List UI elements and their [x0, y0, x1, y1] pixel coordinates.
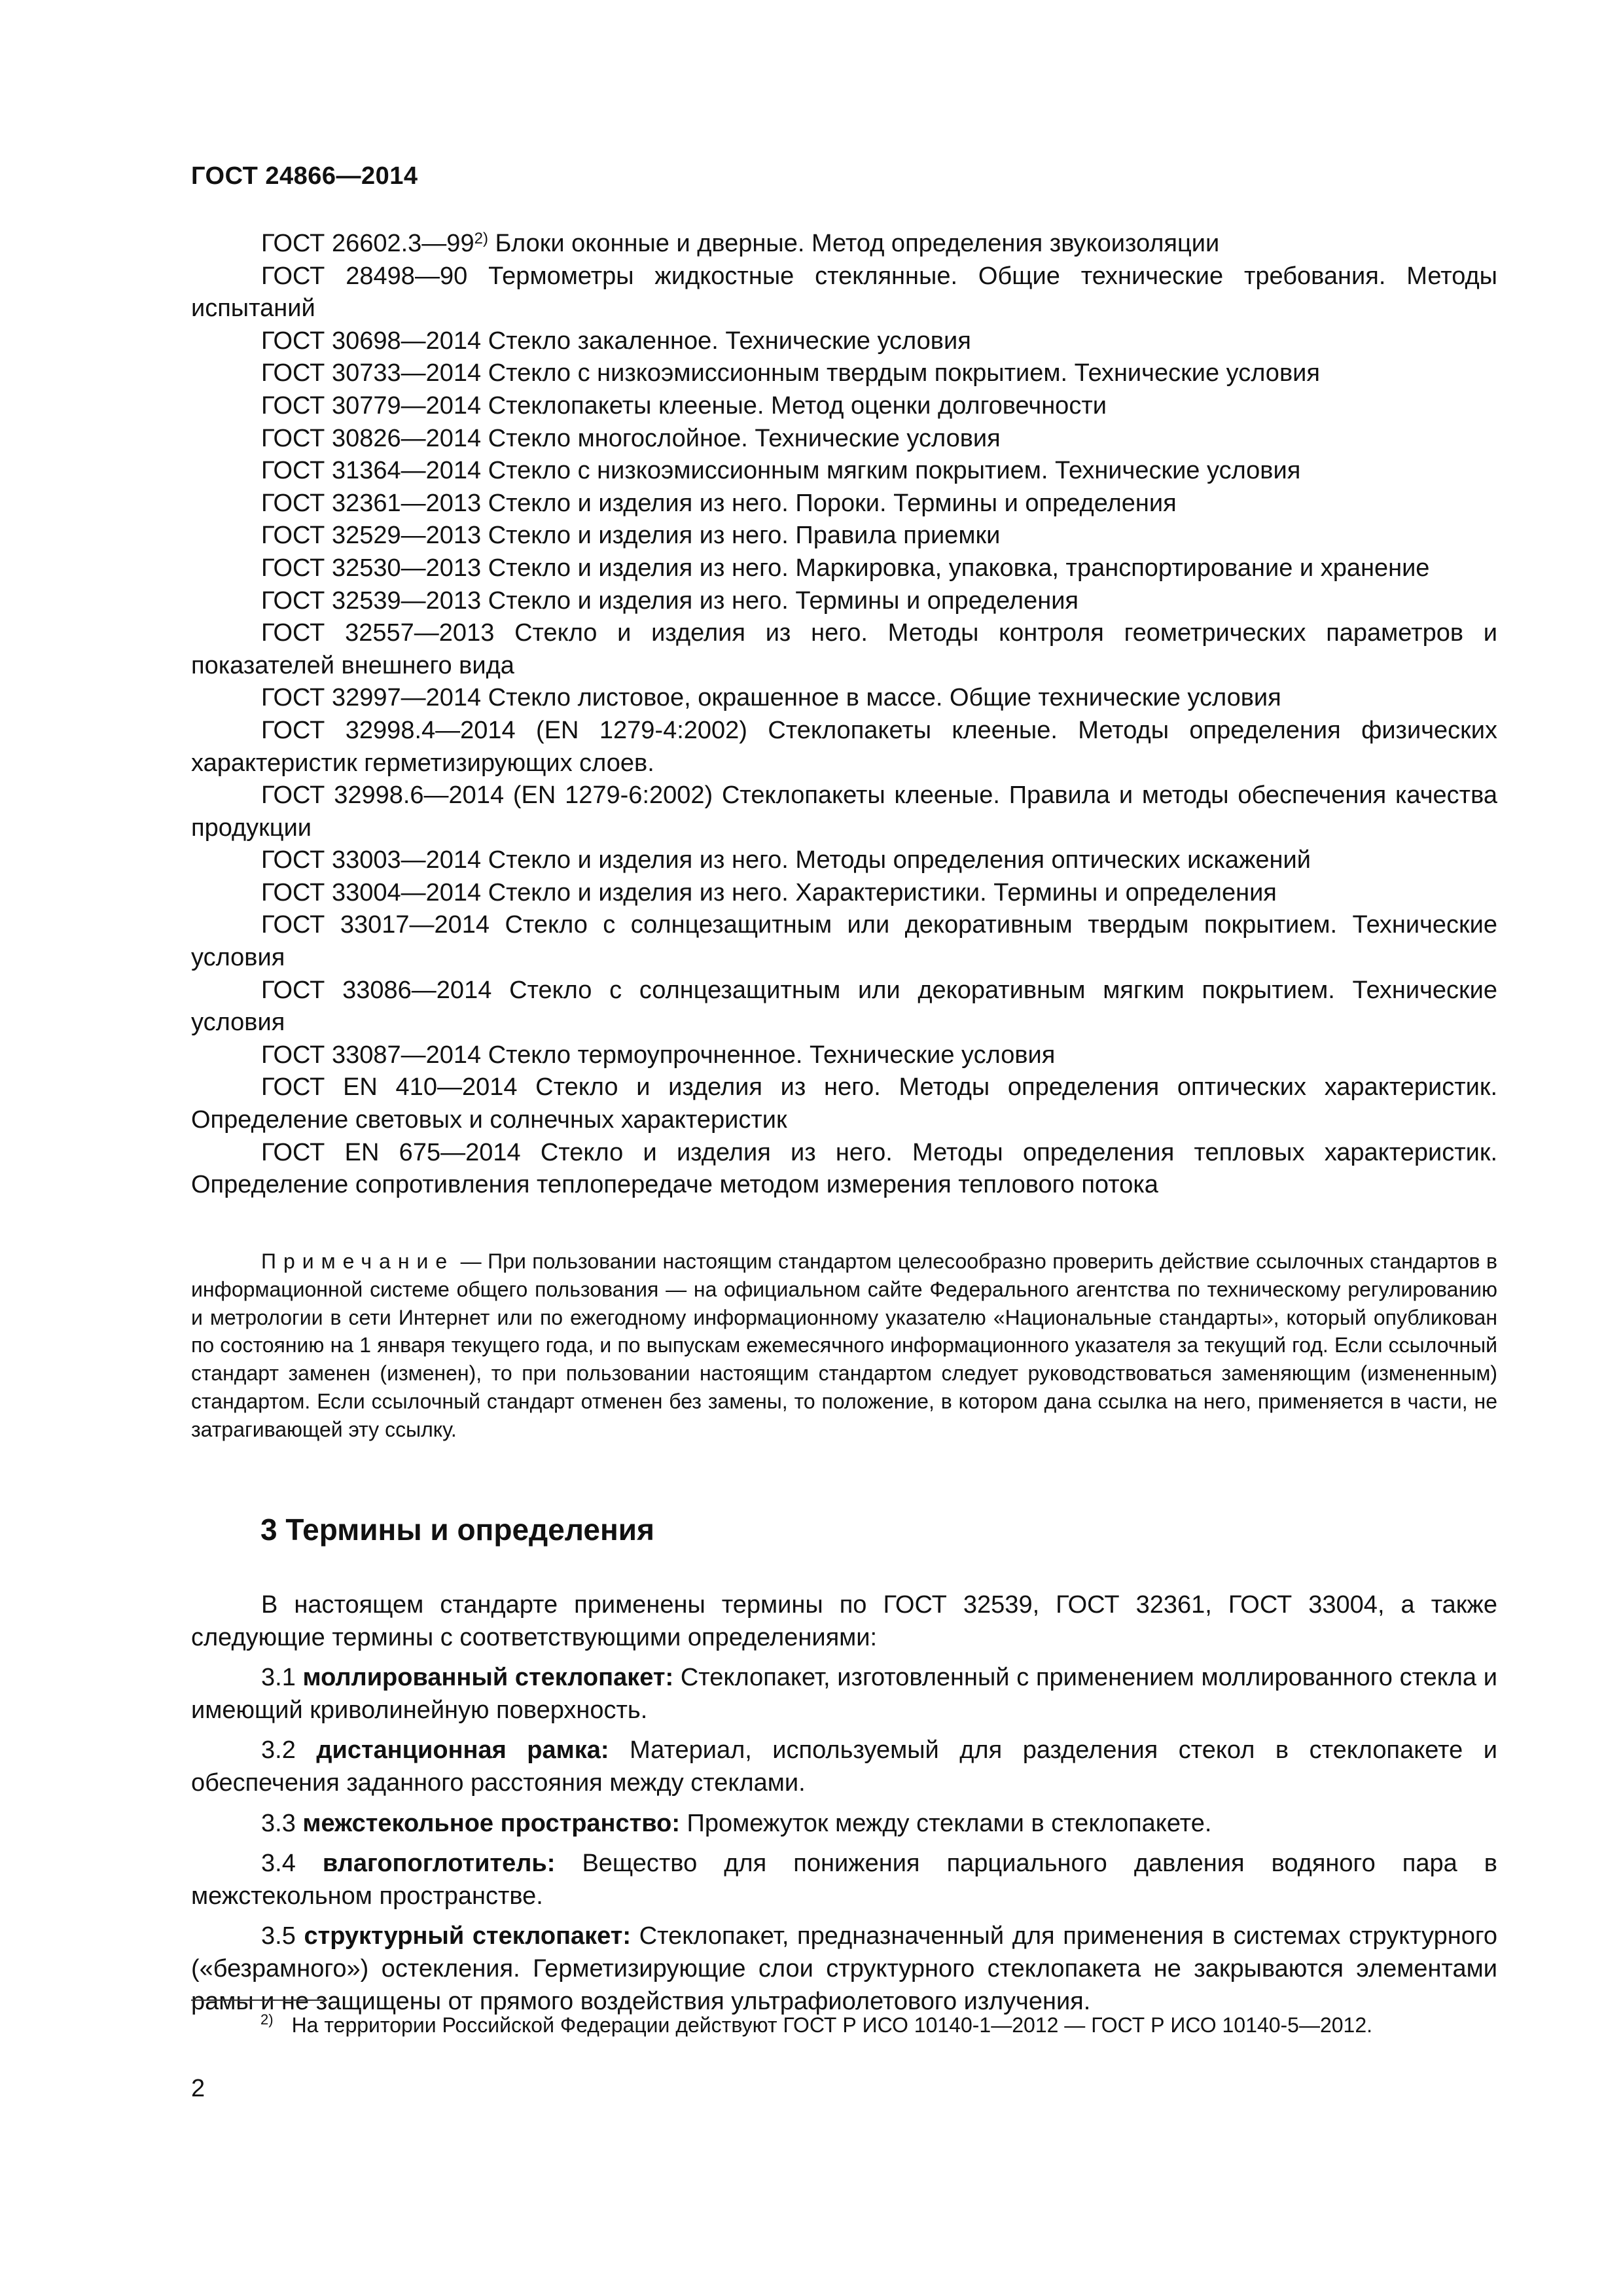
reference-code: ГОСТ 30826—2014 [261, 424, 482, 452]
reference-text: Стекло с солнцезащитным или декоративным твердым покрытием. Технические условия [191, 911, 1497, 972]
footnote-mark: 2) [260, 2011, 274, 2028]
reference-item [191, 715, 1497, 780]
reference-text: Стекло с солнцезащитным или декоративным мягким покрытием. Технические условия [191, 976, 1498, 1037]
reference-item [191, 585, 1497, 618]
reference-text: Стекло закаленное. Технические условия [481, 327, 971, 355]
term-definition: Стеклопакет, изготовленный с применением моллированного стекла и имеющий криволинейную поверхность. [191, 1664, 1498, 1724]
reference-code: ГОСТ 30779—2014 [261, 391, 482, 420]
reference-item [191, 1039, 1497, 1072]
term-item [191, 1734, 1497, 1799]
reference-item [191, 390, 1497, 423]
reference-text: Стекло и изделия из него. Правила приемки [481, 522, 1001, 550]
term-number: 3.2 [261, 1736, 317, 1765]
footnote-text: На территории Российской Федерации действуют ГОСТ Р ИСО 10140-1—2012 — ГОСТ Р ИСО 10140-5—2012. [291, 2013, 1373, 2037]
reference-code: ГОСТ 32557—2013 [261, 619, 495, 647]
term-name: моллированный стеклопакет: [302, 1664, 674, 1692]
reference-text: Стекло с низкоэмиссионным мягким покрытием. Технические условия [481, 457, 1301, 485]
terms-list [191, 1589, 1497, 2026]
term-item [191, 1920, 1497, 2018]
reference-text: Стекло многослойное. Технические условия [481, 424, 1001, 452]
term-number: 3.1 [261, 1664, 303, 1692]
reference-code: ГОСТ 30698—2014 [261, 327, 482, 355]
reference-text: Стекло и изделия из него. Методы контроля геометрических параметров и показателей внешнего вида [191, 619, 1497, 679]
reference-code: ГОСТ 26602.3—99 [261, 230, 474, 257]
term-definition: Стеклопакет, предназначенный для применения в системах структурного («безрамного») остекления. Герметизирующие слои структурного стеклопакета не закрываются элементами рамы и не защищены от прямого воздействия ультрафиолетового излучения. [191, 1922, 1497, 2015]
reference-item [191, 552, 1497, 585]
reference-code: ГОСТ 33086—2014 [261, 976, 492, 1004]
term-number: 3.5 [261, 1922, 304, 1950]
reference-item [191, 877, 1497, 910]
reference-item [191, 844, 1497, 877]
term-name: структурный стеклопакет: [304, 1922, 632, 1950]
term-name: влагопоглотитель: [322, 1850, 556, 1878]
reference-code: ГОСТ 32539—2013 [261, 586, 482, 615]
reference-code: ГОСТ 31364—2014 [261, 457, 482, 485]
reference-item [191, 520, 1497, 552]
term-number: 3.3 [261, 1809, 303, 1837]
reference-text: Стекло листовое, окрашенное в массе. Общие технические условия [481, 684, 1281, 712]
reference-item [191, 488, 1497, 520]
term-item [191, 1808, 1497, 1840]
reference-item [191, 617, 1497, 682]
reference-item [191, 780, 1497, 844]
term-item [191, 1662, 1497, 1727]
reference-code: ГОСТ 32998.4—2014 (EN 1279-4:2002) [261, 716, 747, 744]
reference-item [191, 1137, 1497, 1202]
term-definition: Промежуток между стеклами в стеклопакете. [679, 1809, 1212, 1837]
reference-code: ГОСТ 33017—2014 [261, 911, 490, 939]
note-block [191, 1247, 1497, 1444]
reference-text: Стеклопакеты клееные. Метод оценки долговечности [481, 391, 1107, 420]
reference-text: Стекло с низкоэмиссионным твердым покрытием. Технические условия [481, 359, 1320, 387]
note-text: — При пользовании настоящим стандартом целесообразно проверить действие ссылочных стандартов в информационной системе общего пользования — на официальном сайте Федерального агентства по техническому регулированию и метрологии в сети Интернет или по ежегодному информационному указателю «Национальные стандарты», который опубликован по состоянию на 1 января текущего года, и по выпускам ежемесячного информационного указателя за текущий год. Если ссылочный стандарт заменен (изменен), то при пользовании настоящим стандартом следует руководствоваться заменяющим (измененным) стандартом. Если ссылочный стандарт отменен без замены, то положение, в котором дана ссылка на него, применяется в части, не затрагивающей эту ссылку. [191, 1249, 1497, 1441]
reference-code: ГОСТ 32530—2013 [261, 554, 482, 582]
reference-item [191, 357, 1497, 390]
reference-item [191, 1071, 1497, 1136]
reference-text: Термометры жидкостные стеклянные. Общие технические требования. Методы испытаний [191, 262, 1497, 323]
reference-item [191, 325, 1497, 358]
reference-text: Стекло и изделия из него. Характеристики. Термины и определения [481, 878, 1277, 906]
reference-item [191, 260, 1497, 325]
section-intro: В настоящем стандарте применены термины по ГОСТ 32539, ГОСТ 32361, ГОСТ 33004, а также следующие термины с соответствующими определениями: [191, 1591, 1497, 1651]
reference-item [191, 455, 1497, 488]
term-item [191, 1848, 1497, 1912]
reference-code: ГОСТ 33004—2014 [261, 878, 482, 906]
footnote-divider [191, 2000, 327, 2001]
reference-text: Стекло и изделия из него. Методы определения оптических искажений [481, 846, 1311, 874]
reference-code: ГОСТ EN 410—2014 [261, 1073, 518, 1102]
note-label: Примечание [261, 1249, 455, 1273]
reference-item [191, 228, 1497, 260]
reference-text: Стекло и изделия из него. Пороки. Термины и определения [481, 489, 1177, 517]
reference-code: ГОСТ 32998.6—2014 (EN 1279-6:2002) [261, 781, 713, 810]
reference-code: ГОСТ 32361—2013 [261, 489, 482, 517]
reference-text: Стеклопакеты клееные. Методы определения физических характеристик герметизирующих слоев. [191, 716, 1497, 777]
reference-code: ГОСТ 33087—2014 [261, 1041, 482, 1069]
footnote [260, 2012, 1372, 2038]
section-heading: 3 Термины и определения [260, 1513, 654, 1547]
reference-code: ГОСТ EN 675—2014 [261, 1138, 521, 1166]
page-number: 2 [191, 2075, 205, 2102]
reference-text: Стекло и изделия из него. Методы определения оптических характеристик. Определение световых и солнечных характеристик [191, 1073, 1498, 1134]
footnote-mark: 2) [474, 230, 488, 247]
reference-item [191, 975, 1497, 1039]
reference-code: ГОСТ 30733—2014 [261, 359, 482, 387]
reference-item [191, 423, 1497, 456]
reference-text: Стекло и изделия из него. Маркировка, упаковка, транспортирование и хранение [481, 554, 1430, 582]
term-definition: Вещество для понижения парциального давления водяного пара в межстекольном пространстве. [191, 1850, 1497, 1910]
references-list [191, 228, 1497, 1202]
term-number: 3.4 [261, 1850, 323, 1878]
page-header-title: ГОСТ 24866—2014 [191, 162, 418, 190]
reference-text: Стекло и изделия из него. Термины и определения [481, 586, 1079, 615]
reference-text: Блоки оконные и дверные. Метод определения звукоизоляции [488, 230, 1220, 257]
reference-code: ГОСТ 32997—2014 [261, 684, 482, 712]
reference-code: ГОСТ 28498—90 [261, 262, 468, 290]
reference-code: ГОСТ 32529—2013 [261, 522, 482, 550]
reference-item [191, 909, 1497, 974]
term-name: межстекольное пространство: [302, 1809, 680, 1837]
reference-text: Стекло и изделия из него. Методы определения тепловых характеристик. Определение сопротивления теплопередаче методом измерения теплового потока [191, 1138, 1498, 1199]
reference-item [191, 682, 1497, 715]
reference-code: ГОСТ 33003—2014 [261, 846, 482, 874]
reference-text: Стекло термоупрочненное. Технические условия [481, 1041, 1056, 1069]
term-definition: Материал, используемый для разделения стекол в стеклопакете и обеспечения заданного расстояния между стеклами. [191, 1736, 1497, 1797]
term-name: дистанционная рамка: [316, 1736, 609, 1765]
reference-text: Стеклопакеты клееные. Правила и методы обеспечения качества продукции [191, 781, 1497, 842]
